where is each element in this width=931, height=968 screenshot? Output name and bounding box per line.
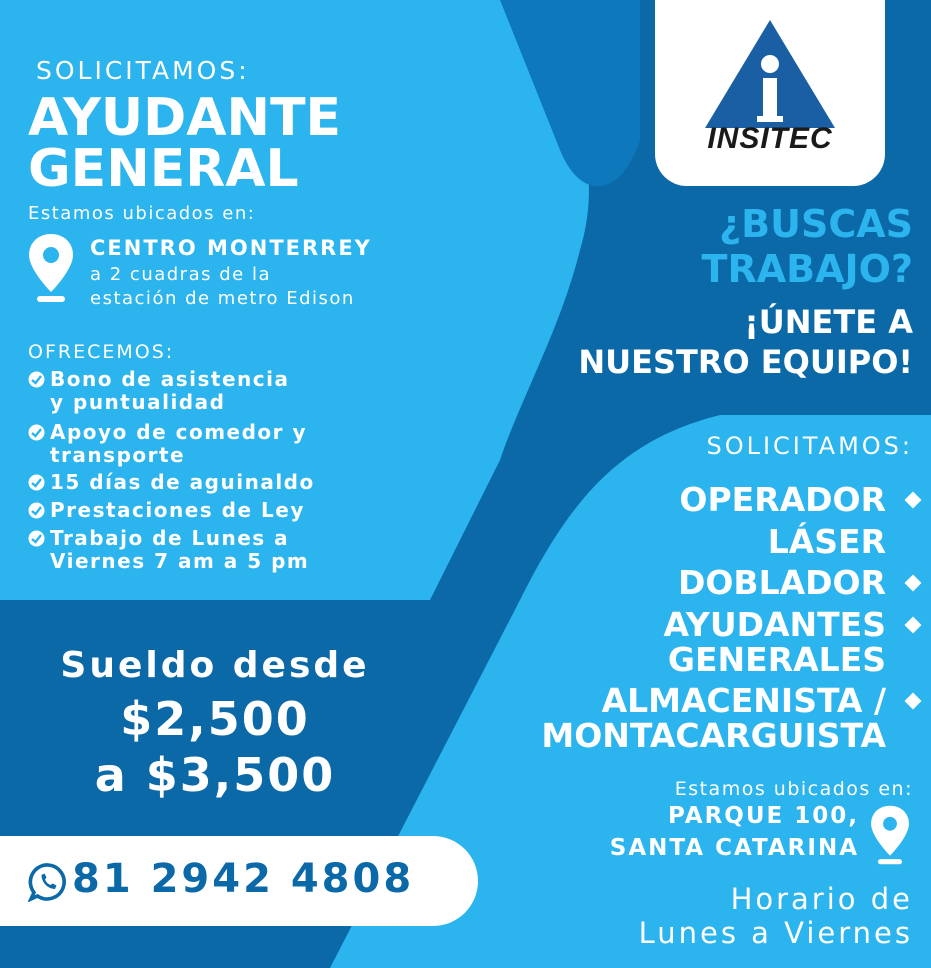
- position-line1: AYUDANTES: [663, 605, 886, 644]
- location-pin-icon: [26, 232, 76, 304]
- position-line1: OPERADOR: [679, 480, 886, 519]
- check-badge-icon: [28, 474, 45, 491]
- left-solicitamos: SOLICITAMOS:: [36, 56, 250, 85]
- check-badge-icon: [28, 530, 45, 547]
- left-location-line1: a 2 cuadras de la: [90, 264, 271, 285]
- phone-pill[interactable]: [0, 836, 478, 926]
- left-location-name: CENTRO MONTERREY: [90, 236, 372, 260]
- benefit-line1: Trabajo de Lunes a: [50, 526, 290, 550]
- check-badge-icon: [28, 502, 45, 519]
- right-solicitamos: SOLICITAMOS:: [706, 432, 913, 460]
- whatsapp-icon: [28, 862, 68, 902]
- check-badge-icon: [28, 424, 45, 441]
- right-question-2: TRABAJO?: [701, 247, 913, 291]
- position-line1: DOBLADOR: [677, 563, 886, 602]
- phone-number: 81 2942 4808: [72, 856, 415, 902]
- triangle-i-logo-icon: [703, 18, 837, 130]
- right-join-1: ¡ÚNETE A: [744, 303, 913, 341]
- benefit-line1: Prestaciones de Ley: [50, 498, 305, 522]
- benefit-line2: Viernes 7 am a 5 pm: [50, 549, 310, 573]
- right-question-1: ¿BUSCAS: [719, 202, 913, 246]
- benefit-line1: 15 días de aguinaldo: [50, 470, 315, 494]
- salary-from: $2,500: [120, 692, 310, 746]
- salary-label: Sueldo desde: [60, 645, 370, 686]
- position-line2: LÁSER: [767, 522, 886, 561]
- position-line2: MONTACARGUISTA: [541, 716, 886, 755]
- left-title-1: AYUDANTE: [28, 88, 342, 148]
- benefit-line2: transporte: [50, 443, 186, 467]
- location-pin-icon: [868, 804, 912, 866]
- right-location-2: SANTA CATARINA: [609, 835, 859, 861]
- benefit-line1: Apoyo de comedor y: [50, 420, 308, 444]
- logo-card: [655, 0, 885, 186]
- check-badge-icon: [28, 371, 45, 388]
- left-title-2: GENERAL: [28, 139, 299, 199]
- position-line1: ALMACENISTA /: [601, 681, 886, 720]
- left-location-line2: estación de metro Edison: [90, 288, 355, 309]
- logo-wordmark: INSITEC: [707, 122, 833, 155]
- right-ubicados: Estamos ubicados en:: [674, 778, 913, 800]
- right-horario-2: Lunes a Viernes: [638, 916, 913, 950]
- benefit-line2: y puntualidad: [50, 390, 226, 414]
- right-horario-1: Horario de: [730, 882, 913, 916]
- right-location-1: PARQUE 100,: [668, 803, 859, 829]
- right-join-2: NUESTRO EQUIPO!: [578, 343, 913, 381]
- left-ofrecemos: OFRECEMOS:: [28, 341, 175, 363]
- salary-to: a $3,500: [94, 748, 336, 802]
- left-ubicados: Estamos ubicados en:: [28, 203, 256, 224]
- position-line2: GENERALES: [667, 640, 886, 679]
- benefit-line1: Bono de asistencia: [50, 367, 290, 391]
